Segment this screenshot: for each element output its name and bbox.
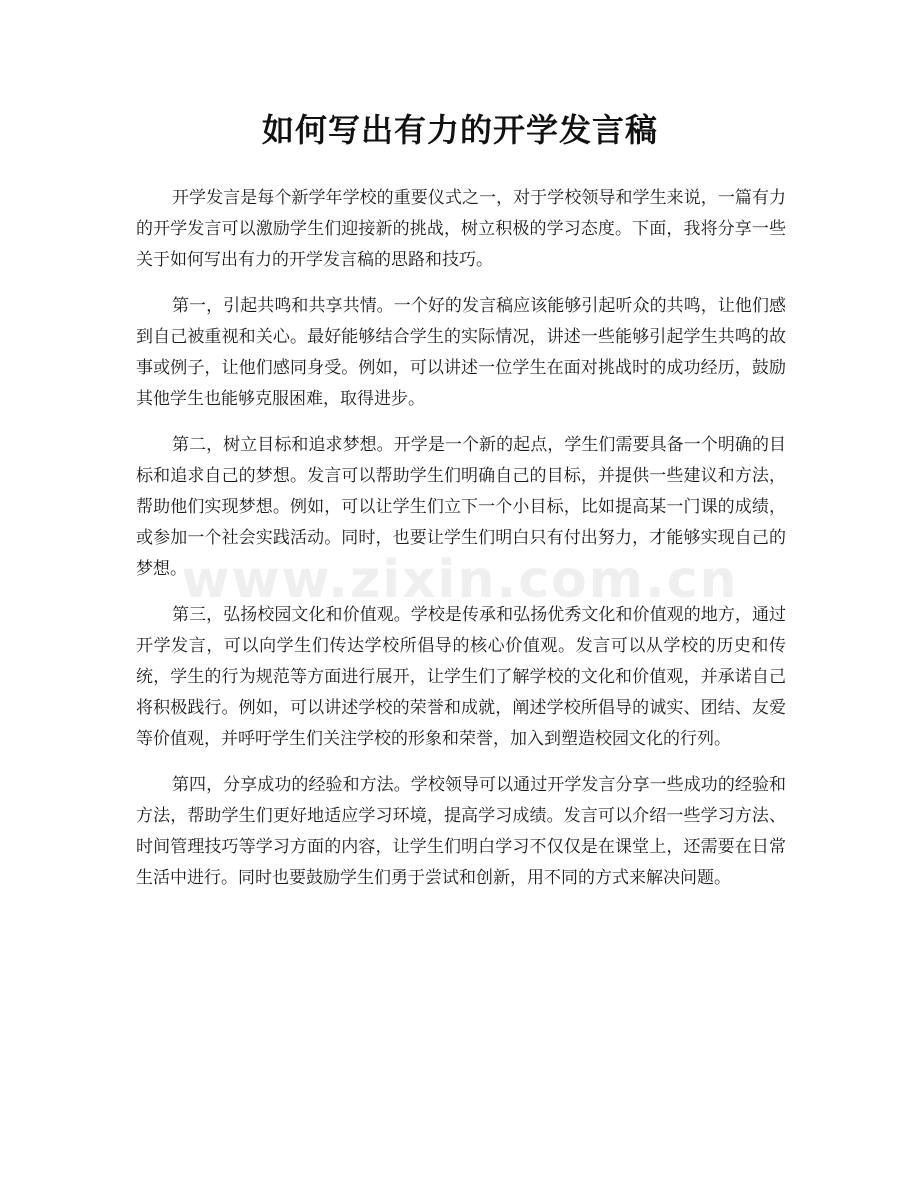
watermark: www.zixin.com.cn <box>181 550 739 610</box>
paragraph-fourth-point: 第四，分享成功的经验和方法。学校领导可以通过开学发言分享一些成功的经验和方法，帮助学生们更好地适应学习环境，提高学习成绩。发言可以介绍一些学习方法、时间管理技巧等学习方面的内容，让学生们明白学习不仅仅是在课堂上，还需要在日常生活中进行。同时也要鼓励学生们勇于尝试和创新，用不同的方式来解决问题。 <box>136 775 786 888</box>
paragraph-first-point: 第一，引起共鸣和共享共情。一个好的发言稿应该能够引起听众的共鸣，让他们感到自己被重视和关心。最好能够结合学生的实际情况，讲述一些能够引起学生共鸣的故事或例子，让他们感同身受。例如，可以讲述一位学生在面对挑战时的成功经历，鼓励其他学生也能够克服困难，取得进步。 <box>136 296 786 409</box>
paragraph-second-point: 第二，树立目标和追求梦想。开学是一个新的起点，学生们需要具备一个明确的目标和追求自己的梦想。发言可以帮助学生们明确自己的目标，并提供一些建议和方法，帮助他们实现梦想。例如，可以让学生们立下一个小目标，比如提高某一门课的成绩，或参加一个社会实践活动。同时，也要让学生们明白只有付出努力，才能够实现自己的梦想。 <box>136 435 786 579</box>
paragraph-intro: 开学发言是每个新学年学校的重要仪式之一，对于学校领导和学生来说，一篇有力的开学发言可以激励学生们迎接新的挑战，树立积极的学习态度。下面，我将分享一些关于如何写出有力的开学发言稿的思路和技巧。 <box>136 188 786 270</box>
paragraph-third-point: 第三，弘扬校园文化和价值观。学校是传承和弘扬优秀文化和价值观的地方，通过开学发言，可以向学生们传达学校所倡导的核心价值观。发言可以从学校的历史和传统，学生的行为规范等方面进行展开，让学生们了解学校的文化和价值观，并承诺自己将积极践行。例如，可以讲述学校的荣誉和成就，阐述学校所倡导的诚实、团结、友爱等价值观，并呼吁学生们关注学校的形象和荣誉，加入到塑造校园文化的行列。 <box>136 605 786 749</box>
document-body <box>136 183 786 909</box>
document-title: 如何写出有力的开学发言稿 <box>261 111 658 149</box>
